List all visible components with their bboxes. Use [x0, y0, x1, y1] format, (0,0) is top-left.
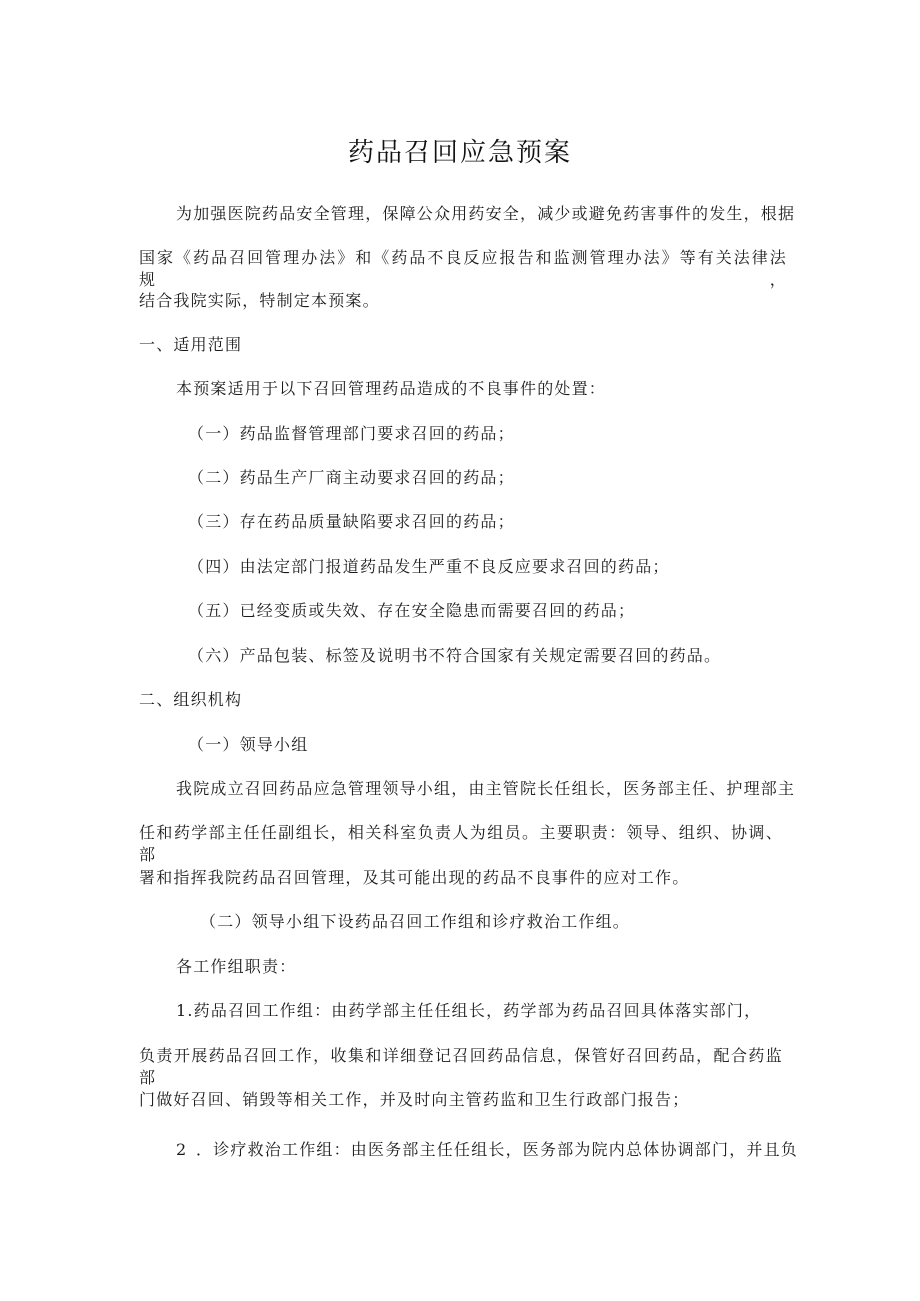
scope-item-5: （五）已经变质或失效、存在安全隐患而需要召回的药品；: [188, 601, 636, 620]
intro-line-1: 为加强医院药品安全管理，保障公众用药安全，减少或避免药害事件的发生，根据: [176, 204, 796, 223]
org-sub-heading-2: （二）领导小组下设药品召回工作组和诊疗救治工作组。: [200, 912, 631, 931]
scope-item-1: （一）药品监督管理部门要求召回的药品；: [188, 424, 515, 443]
scope-lead: 本预案适用于以下召回管理药品造成的不良事件的处置：: [176, 379, 607, 398]
section-heading-organization: 二、组织机构: [139, 690, 243, 709]
intro-line-3: 结合我院实际，特制定本预案。: [139, 291, 380, 310]
intro-line-2: 国家《药品召回管理办法》和《药品不良反应报告和监测管理办法》等有关法律法规，: [139, 248, 787, 289]
scope-item-6: （六）产品包装、标签及说明书不符合国家有关规定需要召回的药品。: [188, 646, 722, 665]
scope-item-4: （四）由法定部门报道药品发生严重不良反应要求召回的药品；: [188, 557, 670, 576]
org-sub-heading-1: （一）领导小组: [188, 735, 309, 754]
org-para-line-3: 署和指挥我院药品召回管理，及其可能出现的药品不良事件的应对工作。: [139, 868, 690, 887]
duty-1-line-2: 负责开展药品召回工作，收集和详细登记召回药品信息，保管好召回药品，配合药监部: [139, 1046, 783, 1087]
org-para-line-2: 任和药学部主任任副组长，相关科室负责人为组员。主要职责：领导、组织、协调、部: [139, 823, 783, 864]
scope-item-2: （二）药品生产厂商主动要求召回的药品；: [188, 468, 515, 487]
section-heading-scope: 一、适用范围: [139, 335, 243, 354]
duty-2-number: 2: [176, 1140, 188, 1159]
scope-item-3: （三）存在药品质量缺陷要求召回的药品；: [188, 512, 515, 531]
page-title: 药品召回应急预案: [347, 138, 572, 168]
duties-lead: 各工作组职责：: [176, 957, 297, 976]
duty-2-line-1: ．诊疗救治工作组：由医务部主任任组长，医务部为院内总体协调部门，并且负: [196, 1140, 799, 1159]
org-para-line-1: 我院成立召回药品应急管理领导小组，由主管院长任组长，医务部主任、护理部主: [176, 779, 796, 798]
duty-1-line-1: 1.药品召回工作组：由药学部主任任组长，药学部为药品召回具体落实部门，: [176, 1001, 762, 1020]
duty-1-line-3: 门做好召回、销毁等相关工作，并及时向主管药监和卫生行政部门报告；: [139, 1090, 690, 1109]
